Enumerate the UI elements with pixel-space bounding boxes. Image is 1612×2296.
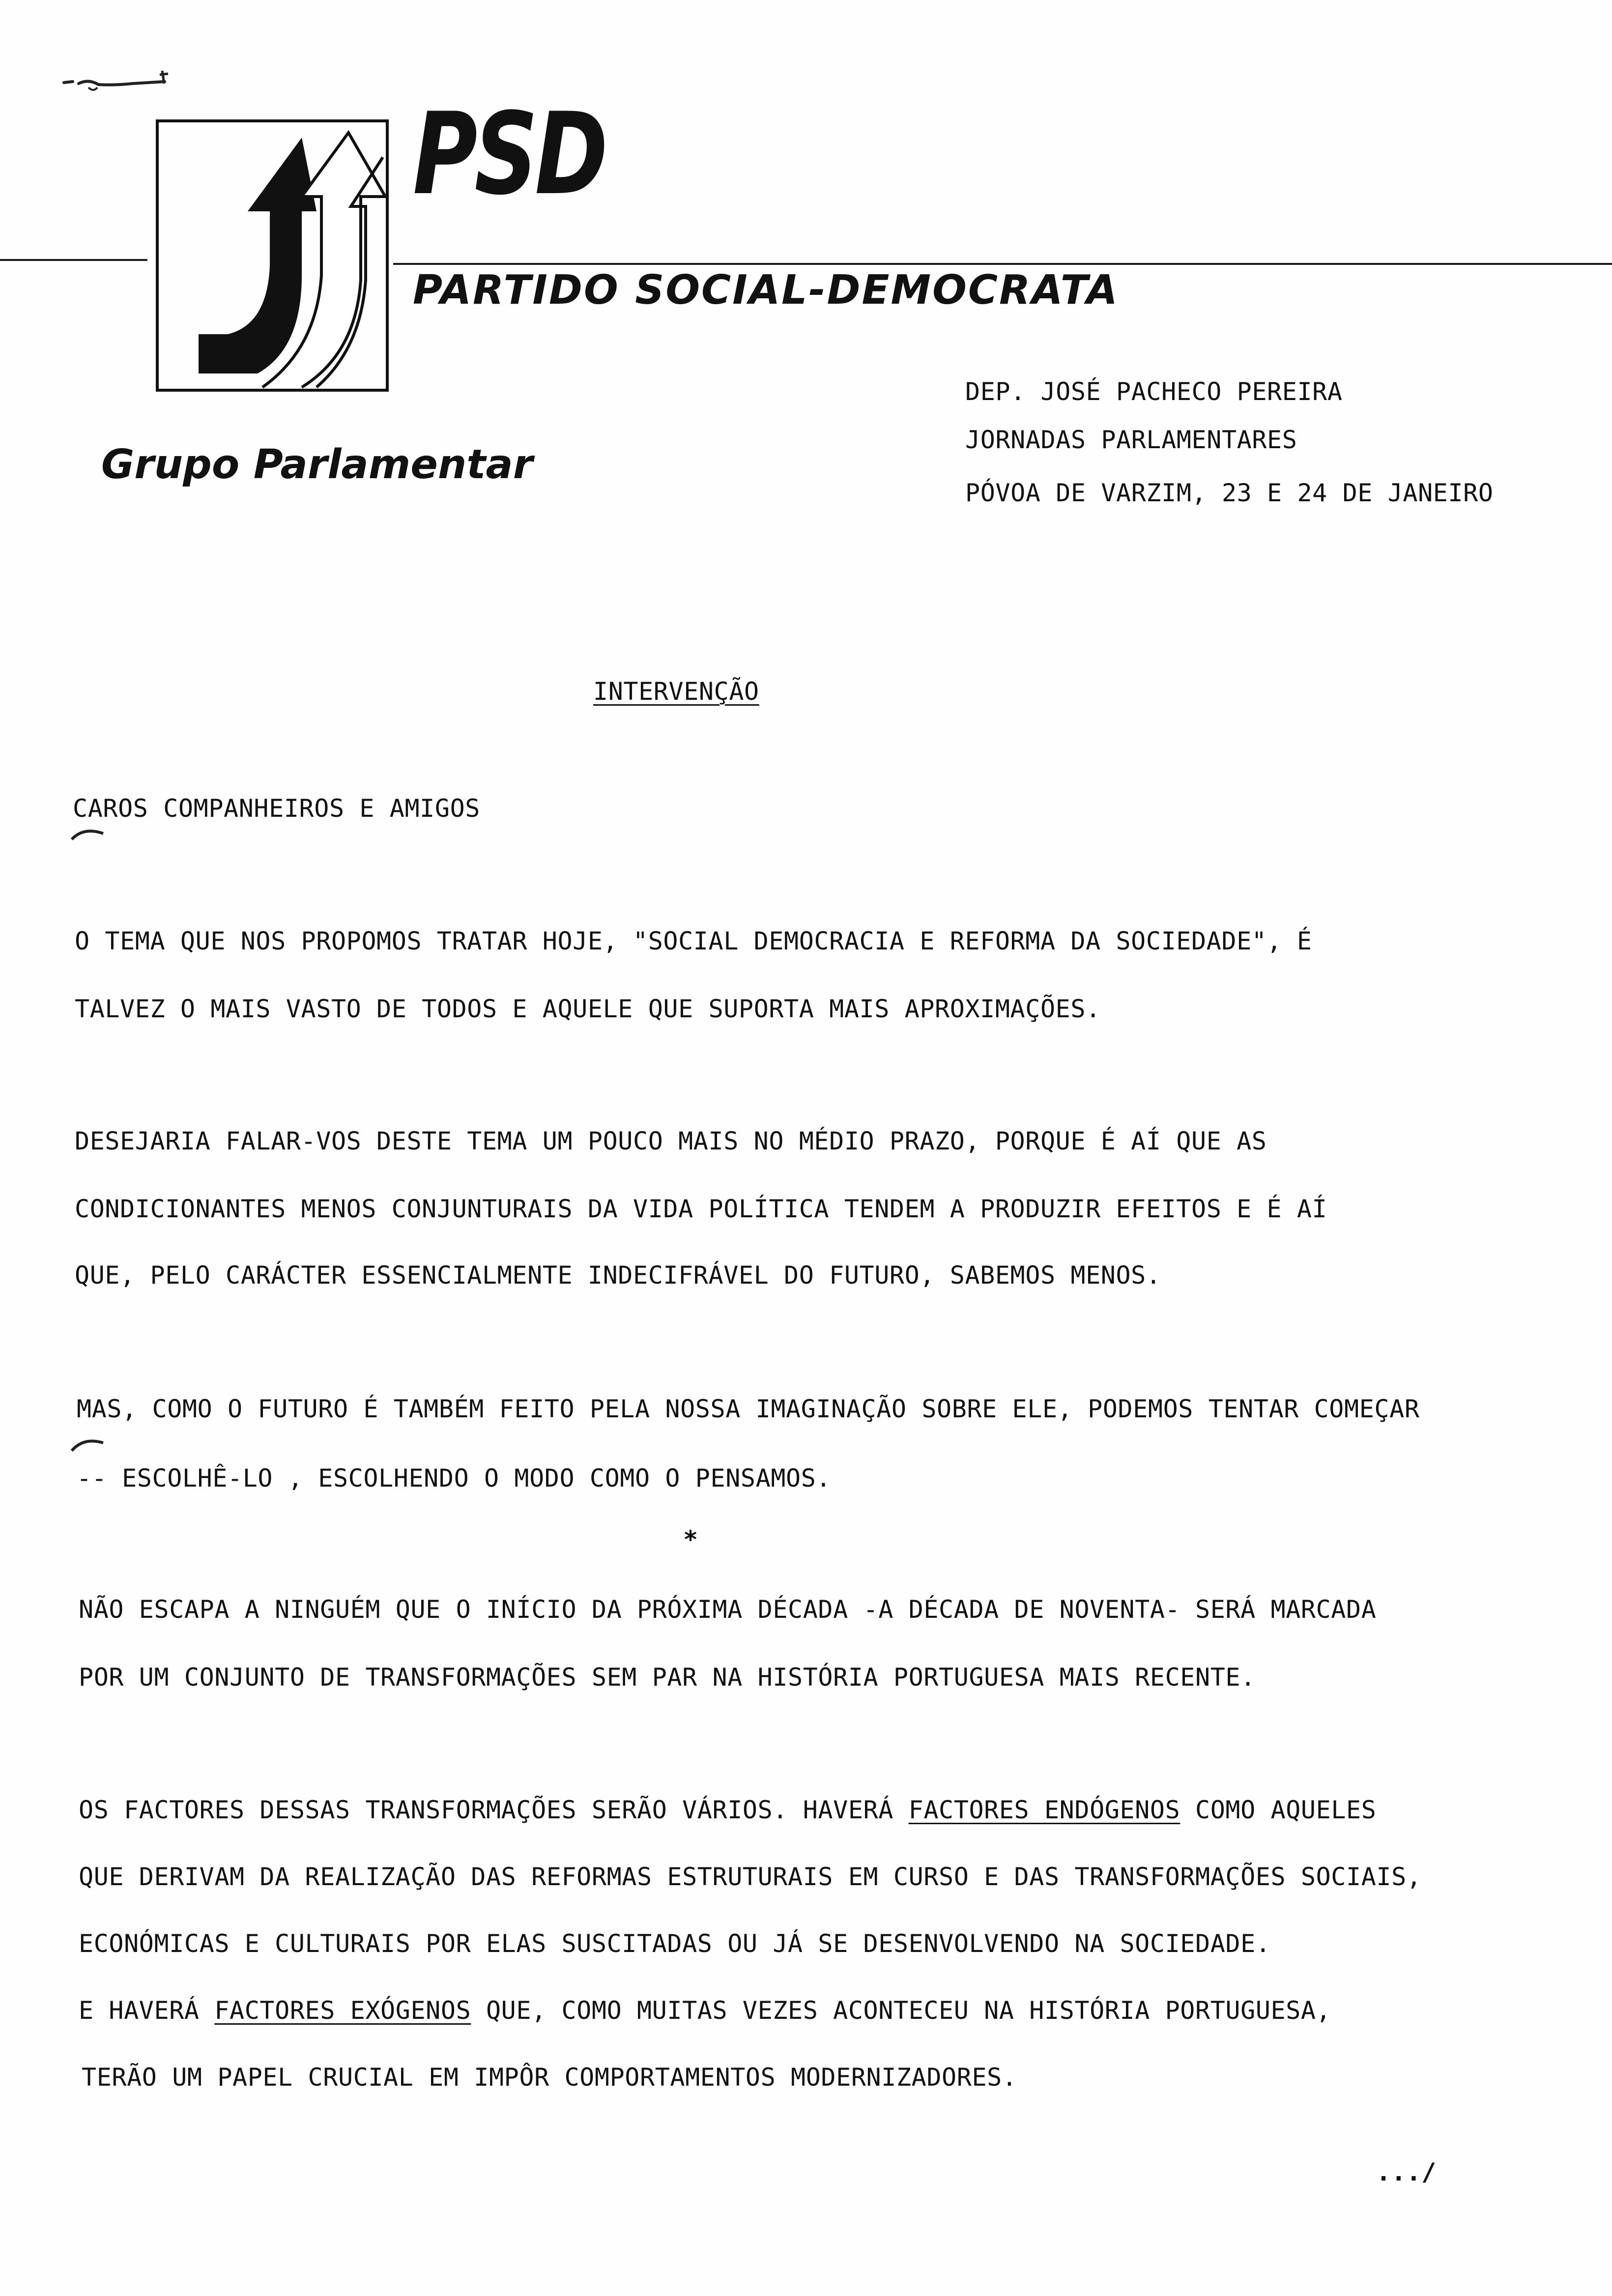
document-title: INTERVENÇÃO: [593, 677, 759, 706]
paragraph-5-line-5: TERÃO UM PAPEL CRUCIAL EM IMPÔR COMPORTAMENTOS MODERNIZADORES.: [82, 2063, 1017, 2092]
handwritten-scribble-icon: [59, 64, 172, 98]
party-name: PARTIDO SOCIAL-DEMOCRATA: [413, 267, 1119, 314]
psd-arrows-logo: [154, 118, 390, 393]
paragraph-5-line-4: [79, 1998, 1331, 2023]
paragraph-5-line-1-start: OS FACTORES DESSAS TRANSFORMAÇÕES SERÃO VÁRIOS. HAVERÁ: [79, 1796, 909, 1824]
paragraph-5-line-1: [79, 1798, 1376, 1822]
endogenous-factors-term: FACTORES ENDÓGENOS: [908, 1796, 1180, 1824]
paragraph-5-line-1-end: COMO AQUELES: [1180, 1796, 1377, 1824]
header-rule-right: [393, 263, 1612, 265]
handwritten-arc-mark: [69, 825, 108, 844]
paragraph-4-line-1: NÃO ESCAPA A NINGUÉM QUE O INÍCIO DA PRÓXIMA DÉCADA -A DÉCADA DE NOVENTA- SERÁ MARCADA: [79, 1595, 1377, 1624]
section-separator: *: [683, 1525, 698, 1554]
party-abbreviation: PSD: [413, 89, 605, 220]
author-line: DEP. JOSÉ PACHECO PEREIRA: [965, 377, 1343, 406]
exogenous-factors-term: FACTORES EXÓGENOS: [214, 1996, 471, 2025]
group-label: Grupo Parlamentar: [101, 441, 533, 488]
paragraph-5-line-2: QUE DERIVAM DA REALIZAÇÃO DAS REFORMAS ESTRUTURAIS EM CURSO E DAS TRANSFORMAÇÕES SOCIAIS,: [79, 1863, 1422, 1891]
paragraph-5-line-4-start: E HAVERÁ: [79, 1996, 215, 2025]
paragraph-2-line-3: QUE, PELO CARÁCTER ESSENCIALMENTE INDECIFRÁVEL DO FUTURO, SABEMOS MENOS.: [75, 1261, 1161, 1290]
paragraph-4-line-2: POR UM CONJUNTO DE TRANSFORMAÇÕES SEM PAR NA HISTÓRIA PORTUGUESA MAIS RECENTE.: [79, 1663, 1256, 1692]
paragraph-3-line-2: -- ESCOLHÊ-LO , ESCOLHENDO O MODO COMO O PENSAMOS.: [77, 1464, 832, 1492]
place-date-line: PÓVOA DE VARZIM, 23 E 24 DE JANEIRO: [965, 479, 1494, 507]
event-line: JORNADAS PARLAMENTARES: [965, 426, 1297, 454]
paragraph-3-line-1: MAS, COMO O FUTURO É TAMBÉM FEITO PELA NOSSA IMAGINAÇÃO SOBRE ELE, PODEMOS TENTAR COMEÇAR: [77, 1395, 1420, 1423]
handwritten-arc-mark: [69, 1435, 108, 1455]
salutation: CAROS COMPANHEIROS E AMIGOS: [73, 794, 480, 823]
paragraph-1-line-1: O TEMA QUE NOS PROPOMOS TRATAR HOJE, "SOCIAL DEMOCRACIA E REFORMA DA SOCIEDADE", É: [75, 927, 1312, 955]
paragraph-5-line-4-end: QUE, COMO MUITAS VEZES ACONTECEU NA HISTÓRIA PORTUGUESA,: [471, 1996, 1331, 2025]
paragraph-5-line-3: ECONÓMICAS E CULTURAIS POR ELAS SUSCITADAS OU JÁ SE DESENVOLVENDO NA SOCIEDADE.: [79, 1929, 1271, 1958]
paragraph-2-line-2: CONDICIONANTES MENOS CONJUNTURAIS DA VIDA POLÍTICA TENDEM A PRODUZIR EFEITOS E É AÍ: [75, 1195, 1327, 1223]
header-rule-left: [0, 259, 147, 261]
paragraph-2-line-1: DESEJARIA FALAR-VOS DESTE TEMA UM POUCO MAIS NO MÉDIO PRAZO, PORQUE É AÍ QUE AS: [75, 1127, 1267, 1155]
paragraph-1-line-2: TALVEZ O MAIS VASTO DE TODOS E AQUELE QUE SUPORTA MAIS APROXIMAÇÕES.: [75, 995, 1101, 1023]
continuation-marker: .../: [1376, 2158, 1437, 2186]
